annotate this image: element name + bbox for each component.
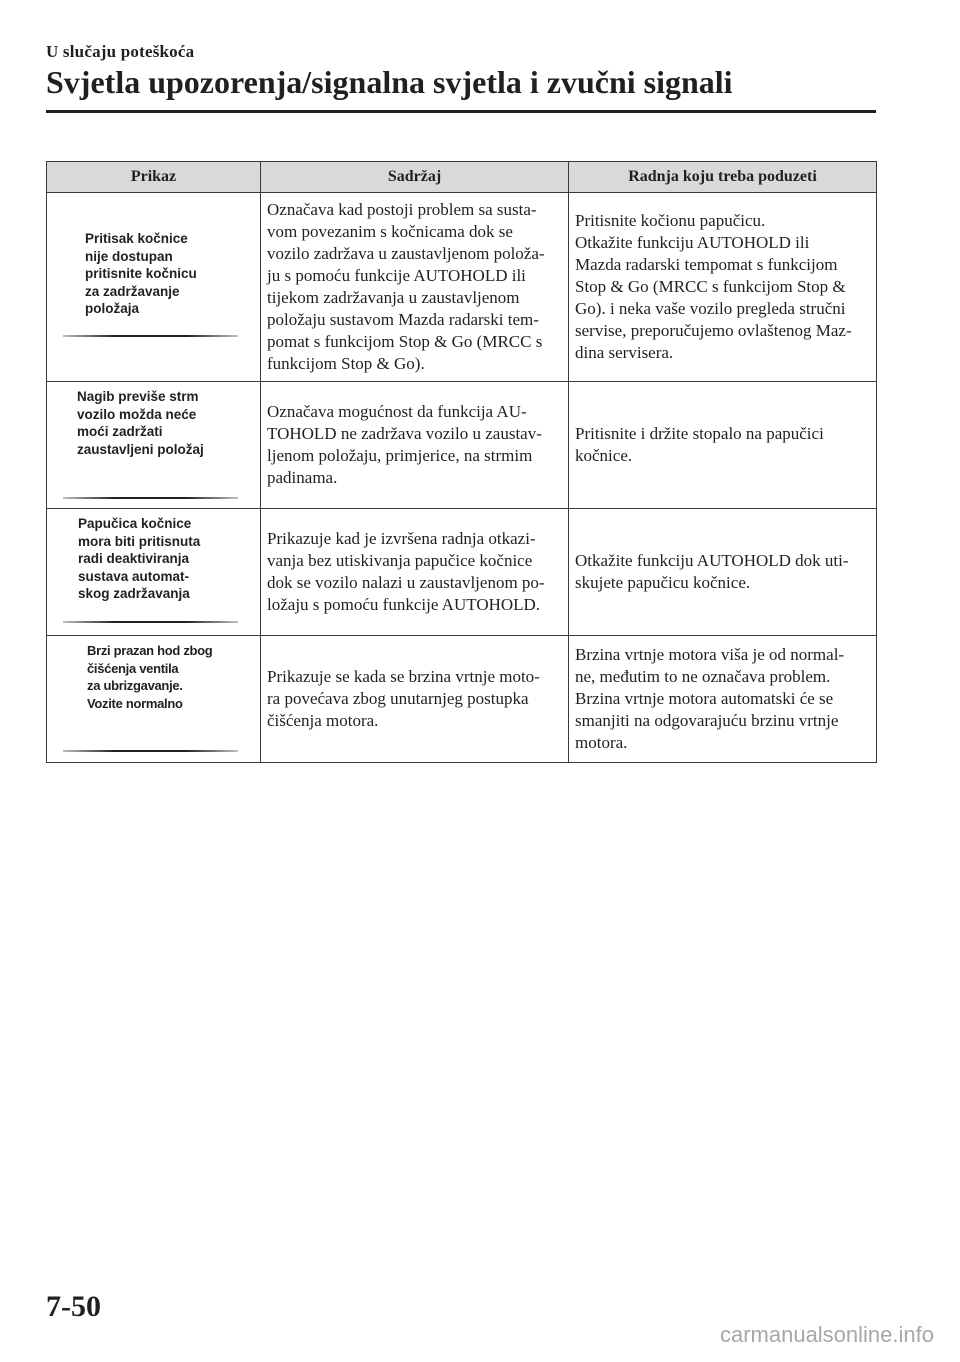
column-header-content: Sadržaj	[261, 162, 569, 193]
watermark: carmanualsonline.info	[719, 1322, 934, 1347]
content-cell: Označava kad postoji problem sa susta- vom povezanim s kočnicama dok se vozilo zadržava u zaustavljenom položa- ju s pomoću funkcije AUTOHOLD ili tijekom zadržavanja u zaustavljenom položaju sustavom Mazda radarski tem- pomat s funkcijom Stop & Go (MRCC s funkcijom Stop & Go).	[261, 193, 569, 382]
content-cell: Prikazuje kad je izvršena radnja otkazi- vanja bez utiskivanja papučice kočnice dok se vozilo nalazi u zaustavljenom po- ložaju s pomoću funkcije AUTOHOLD.	[261, 509, 569, 636]
warning-table	[46, 161, 877, 763]
display-cell	[47, 382, 261, 509]
action-cell: Otkažite funkciju AUTOHOLD dok uti- skujete papučicu kočnice.	[569, 509, 877, 636]
display-message: Pritisak kočnice nije dostupan pritisnite kočnicu za zadržavanje položaja	[85, 231, 197, 316]
content-cell: Označava mogućnost da funkcija AU- TOHOLD ne zadržava vozilo u zaustav- ljenom položaju, primjerice, na strmim padinama.	[261, 382, 569, 509]
display-cell	[47, 636, 261, 763]
action-cell: Brzina vrtnje motora viša je od normal- ne, međutim to ne označava problem. Brzina vrtnje motora automatski će se smanjiti na odgovarajuću brzinu vrtnje motora.	[569, 636, 877, 763]
display-message: Nagib previše strm vozilo možda neće moći zadržati zaustavljeni položaj	[77, 389, 204, 457]
display-message: Brzi prazan hod zbog čišćenja ventila za ubrizgavanje. Vozite normalno	[87, 643, 213, 711]
page-title: Svjetla upozorenja/signalna svjetla i zvučni signali	[46, 64, 733, 100]
display-cell	[47, 193, 261, 382]
title-rule	[46, 110, 876, 113]
content-cell: Prikazuje se kada se brzina vrtnje moto- ra povećava zbog unutarnjeg postupka čišćenja motora.	[261, 636, 569, 763]
column-header-display: Prikaz	[47, 162, 261, 193]
section-label: U slučaju poteškoća	[46, 42, 195, 61]
page-number: 7-50	[46, 1290, 101, 1323]
display-underline	[63, 497, 238, 499]
table-row	[47, 509, 877, 636]
column-header-action: Radnja koju treba poduzeti	[569, 162, 877, 193]
table-row	[47, 193, 877, 382]
display-message: Papučica kočnice mora biti pritisnuta radi deaktiviranja sustava automat- skog zadržavanja	[78, 516, 201, 601]
display-underline	[63, 335, 238, 337]
table-header-row	[47, 162, 877, 193]
action-cell: Pritisnite kočionu papučicu. Otkažite funkciju AUTOHOLD ili Mazda radarski tempomat s funkcijom Stop & Go (MRCC s funkcijom Stop & Go). i neka vaše vozilo pregleda stručni servise, preporučujemo ovlaštenog Maz- dina servisera.	[569, 193, 877, 382]
display-underline	[63, 621, 238, 623]
display-underline	[63, 750, 238, 752]
display-cell	[47, 509, 261, 636]
table-row	[47, 382, 877, 509]
action-cell: Pritisnite i držite stopalo na papučici kočnice.	[569, 382, 877, 509]
table-row	[47, 636, 877, 763]
